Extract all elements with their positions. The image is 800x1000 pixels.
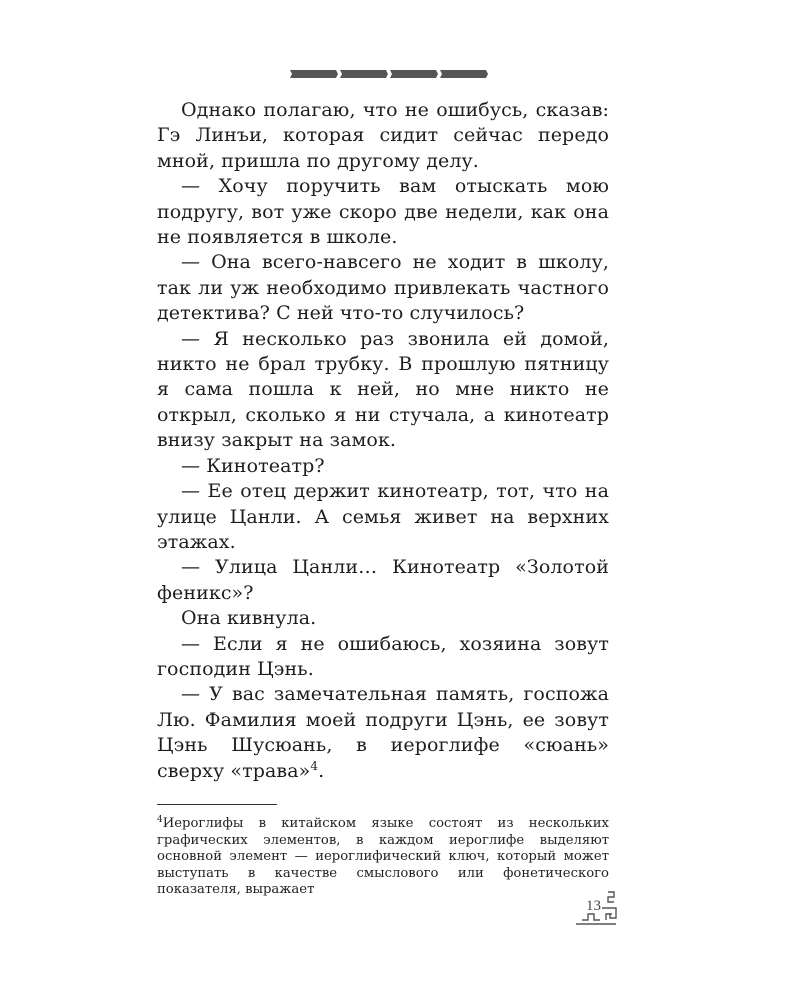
main-text <box>157 98 609 784</box>
paragraph: Она кивнула. <box>181 607 317 630</box>
page-number: 13 <box>586 898 601 914</box>
paragraph: — Ее отец держит кинотеатр, тот, что на улице Цанли. А семья живет на верхних этажах. <box>157 480 609 553</box>
paragraph: — Хочу поручить вам отыскать мою подругу, вот уже скоро две недели, как она не появляется в школе. <box>157 175 609 249</box>
footnote-reference[interactable]: 4 <box>310 758 319 773</box>
paragraph-text: — У вас замечательная память, госпожа Лю. Фамилия моей подруги Цэнь, ее зовут Цэнь Шусюань, в иероглифе «сюань» сверху «трава» <box>157 683 609 782</box>
paragraph: — Если я не ошибаюсь, хозяина зовут господин Цэнь. <box>157 632 609 680</box>
footnote-number: 4 <box>157 815 163 825</box>
paragraph: — Я несколько раз звонила ей домой, никто не брал трубку. В прошлую пятницу я сама пошла к ней, но мне никто не открыл, сколько я ни стучала, а кинотеатр внизу закрыт на замок. <box>157 327 609 452</box>
footnote-divider <box>157 804 277 805</box>
paragraph: — Улица Цанли… Кинотеатр «Золотой феникс»? <box>157 556 609 604</box>
footnote-text: Иероглифы в китайском языке состоят из нескольких графических элементов, в каждом иероглифе выделяют основной элемент — иероглифический ключ, который может выступать в качестве смыслового или фонетического показателя, выражает <box>157 816 609 898</box>
ornament-divider-icon <box>290 68 488 80</box>
paragraph: — Кинотеатр? <box>181 454 325 477</box>
corner-ornament-icon <box>572 890 618 930</box>
footnote <box>157 816 609 899</box>
period: . <box>318 759 325 782</box>
paragraph-with-footnote <box>157 682 609 784</box>
paragraph: Однако полагаю, что не ошибусь, сказав: Гэ Линъи, которая сидит сейчас передо мной, пришла по другому делу. <box>157 99 609 172</box>
paragraph: — Она всего-навсего не ходит в школу, так ли уж необходимо привлекать частного детектива? С ней что-то случилось? <box>157 251 609 325</box>
